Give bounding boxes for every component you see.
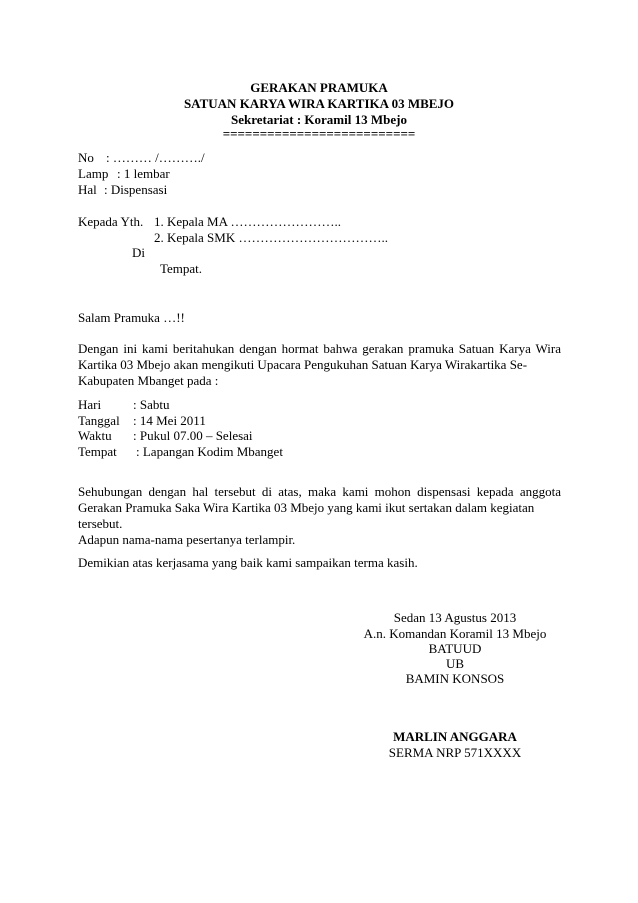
signer-role-3: BAMIN KONSOS	[405, 671, 505, 686]
recipient-label: Kepada Yth.	[78, 214, 144, 229]
hal-label: Hal	[78, 182, 97, 197]
signer-role-2: UB	[445, 656, 465, 671]
paragraph-request-attachment: Adapun nama-nama pesertanya terlampir.	[78, 532, 296, 547]
tanggal-label: Tanggal	[78, 413, 120, 428]
paragraph-request-text: Sehubungan dengan hal tersebut di atas, maka kami mohon dispensasi kepada anggota Gerakan Pramuka Saka Wira Kartika 03 Mbejo yang kami ikut sertakan dalam kegiatan	[78, 484, 561, 515]
paragraph-intro-text: Dengan ini kami beritahukan dengan hormat bahwa gerakan pramuka Satuan Karya Wira Kartika 03 Mbejo akan mengikuti Upacara Pengukuhan Satuan Karya Wirakartika Se-	[78, 341, 561, 372]
place-date: Sedan 13 Agustus 2013	[393, 610, 517, 625]
recipient-tempat: Tempat.	[160, 261, 203, 276]
waktu-value: : Pukul 07.00 – Selesai	[133, 428, 253, 443]
paragraph-request	[78, 484, 561, 548]
recipient-di: Di	[132, 245, 145, 260]
paragraph-intro	[78, 341, 561, 389]
hari-value: : Sabtu	[133, 397, 170, 412]
no-value: : ……… /………./	[106, 150, 205, 165]
paragraph-request-end: tersebut.	[78, 516, 123, 531]
signer-role-1: BATUUD	[428, 641, 482, 656]
tempat-label: Tempat	[78, 444, 117, 459]
header-separator: ==========================	[222, 126, 416, 141]
lamp-label: Lamp	[78, 166, 109, 181]
paragraph-intro-last-line: Kabupaten Mbanget pada :	[78, 373, 219, 388]
waktu-label: Waktu	[78, 428, 112, 443]
paragraph-closing: Demikian atas kerjasama yang baik kami sampaikan terma kasih.	[78, 555, 418, 570]
hari-label: Hari	[78, 397, 102, 412]
lamp-value: : 1 lembar	[117, 166, 170, 181]
signer-name: MARLIN ANGGARA	[393, 729, 517, 744]
on-behalf: A.n. Komandan Koramil 13 Mbejo	[363, 626, 547, 641]
no-label: No	[78, 150, 94, 165]
tanggal-value: : 14 Mei 2011	[133, 413, 206, 428]
org-title: GERAKAN PRAMUKA	[250, 80, 388, 95]
secretariat-line: Sekretariat : Koramil 13 Mbejo	[231, 112, 407, 127]
hal-value: : Dispensasi	[104, 182, 168, 197]
greeting: Salam Pramuka …!!	[78, 310, 185, 325]
signer-rank: SERMA NRP 571XXXX	[388, 745, 522, 760]
unit-title: SATUAN KARYA WIRA KARTIKA 03 MBEJO	[183, 96, 455, 111]
tempat-value: : Lapangan Kodim Mbanget	[136, 444, 283, 459]
recipient-item-2: 2. Kepala SMK ……………………………..	[154, 230, 388, 245]
recipient-item-1: 1. Kepala MA ……………………..	[154, 214, 342, 229]
